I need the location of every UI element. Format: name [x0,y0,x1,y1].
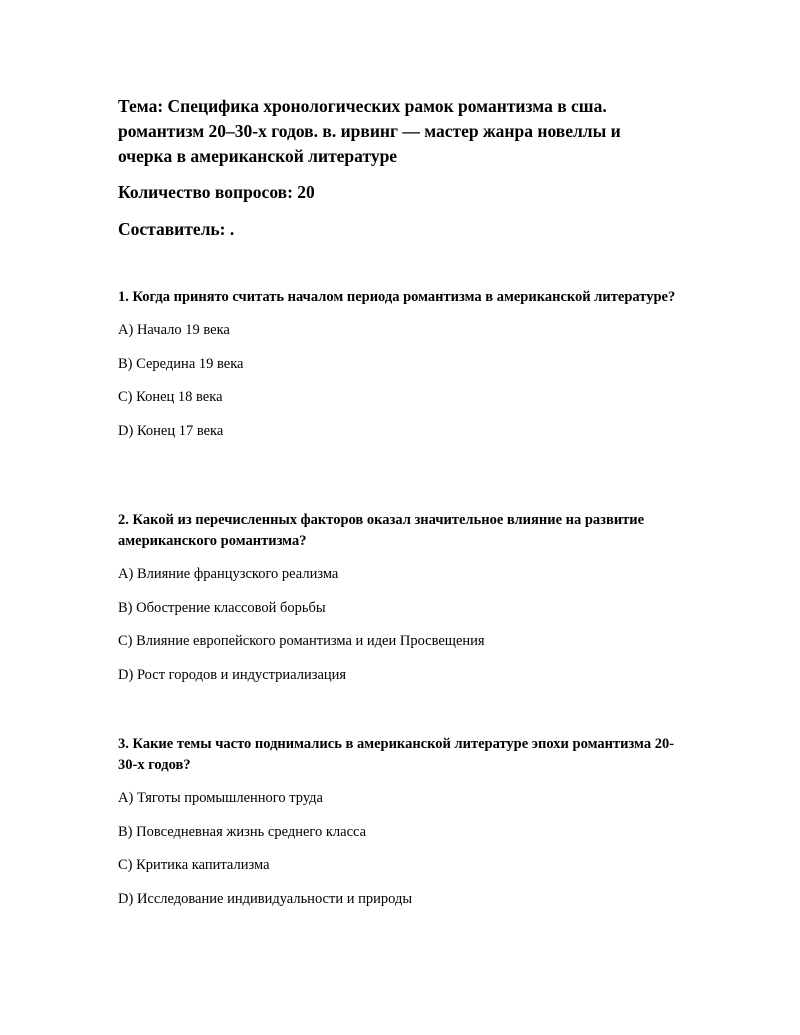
option-text: Повседневная жизнь среднего класса [136,823,367,840]
answer-options [118,564,678,685]
answer-option-d [118,421,678,441]
option-letter: B ) [118,824,136,840]
option-letter: B ) [118,600,136,616]
answer-option-d [118,665,678,685]
answer-option-d [118,889,678,909]
question-1 [118,287,678,441]
option-letter: A ) [118,566,137,582]
option-text: Рост городов и индустриализация [136,667,347,684]
option-letter: D ) [118,891,137,907]
question-text: 2. Какой из перечисленных факторов оказал значительное влияние на развитие американского романтизма? [118,512,645,549]
option-letter: D ) [118,667,137,683]
answer-option-c [118,855,678,875]
document-title: Тема: Специфика хронологических рамок романтизма в сша. романтизм 20–30-х годов. в. ирвинг — мастер жанра новеллы и очерка в американской литературе [118,96,621,166]
option-letter: B ) [118,356,136,372]
option-letter: D ) [118,423,137,439]
answer-option-a [118,788,678,808]
option-letter: C ) [118,633,136,649]
option-text: Исследование индивидуальности и природы [136,891,413,908]
option-text: Влияние французского реализма [136,566,339,582]
question-text: 1. Когда принято считать началом периода романтизма в американской литературе? [118,289,676,305]
option-text: Конец 18 века [136,389,223,406]
answer-options [118,788,678,909]
answer-option-a [118,564,678,584]
answer-option-a [118,320,678,340]
option-letter: C ) [118,389,136,405]
option-letter: C ) [118,857,136,873]
option-letter: A ) [118,790,137,806]
option-text: Середина 19 века [136,355,244,372]
option-text: Начало 19 века [136,322,230,338]
answer-option-c [118,387,678,407]
option-text: Влияние европейского романтизма и идеи Просвещения [136,633,485,650]
option-text: Обострение классовой борьбы [136,599,326,616]
option-text: Критика капитализма [136,857,270,874]
question-count: Количество вопросов: 20 [118,182,315,202]
answer-option-b [118,822,678,842]
option-letter: A ) [118,322,137,338]
question-2 [118,510,678,685]
answer-option-b [118,598,678,618]
question-3 [118,734,678,909]
option-text: Тяготы промышленного труда [136,790,323,806]
answer-option-c [118,631,678,651]
answer-option-b [118,354,678,374]
answer-options [118,320,678,441]
question-text: 3. Какие темы часто поднимались в американской литературе эпохи романтизма 20-30-х годов? [118,736,675,773]
option-text: Конец 17 века [136,423,224,440]
author-line: Составитель: . [118,219,235,239]
